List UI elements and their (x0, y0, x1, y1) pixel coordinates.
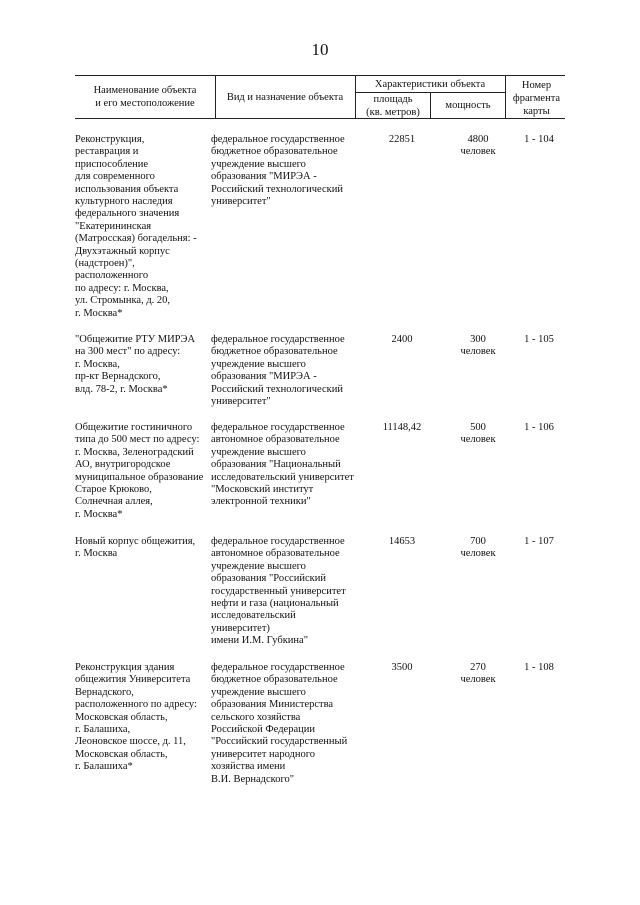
object-area: 22851 (388, 134, 416, 145)
object-name: Реконструкция здания общежития Университета Вернадского, расположенного по адресу: Московская область, г. Балашиха, Леоновское шоссе, д. 11, Московская область, г. Балашиха* (75, 662, 197, 773)
header-area: площадь (кв. метров) (366, 94, 420, 118)
object-name: "Общежитие РТУ МИРЭА на 300 мест" по адресу: г. Москва, пр-кт Вернадского, влд. 78-2, г. Москва* (75, 334, 196, 395)
object-capacity: 700 человек (460, 536, 496, 560)
map-fragment-number: 1 - 108 (524, 662, 554, 673)
object-capacity: 500 человек (460, 422, 496, 446)
header-capacity: мощность (445, 100, 491, 111)
header-bottom-line (75, 118, 565, 119)
object-kind: федеральное государственное автономное образовательное учреждение высшего образования "Российский государственный университет нефти и газа (национальный исследовательский университет) имени И.М. Губкина" (211, 536, 346, 647)
header-name: Наименование объекта и его местоположение (93, 85, 197, 109)
object-capacity: 270 человек (460, 662, 496, 686)
header-top-line (75, 75, 565, 76)
header-separator (430, 92, 431, 118)
object-name: Реконструкция, реставрация и приспособление для современного использования объекта культурного наследия федерального значения "Екатерининская (Матросская) богадельня: - Двухэтажный корпус (надстроен)", расположенного по адресу: г. Москва, ул. Стромынка, д. 20, г. Москва* (75, 134, 197, 319)
object-area: 14653 (388, 536, 416, 547)
object-name: Общежитие гостиничного типа до 500 мест по адресу: г. Москва, Зеленоградский АО, внутригородское муниципальное образование Старое Крюково, Солнечная аллея, г. Москва* (75, 422, 204, 520)
header-map-fragment: Номер фрагмента карты (512, 80, 561, 117)
object-name: Новый корпус общежития, г. Москва (75, 536, 196, 560)
header-kind: Вид и назначение объекта (226, 92, 344, 103)
object-kind: федеральное государственное бюджетное образовательное учреждение высшего образования "МИРЭА - Российский технологический университет" (211, 134, 345, 208)
header-characteristics: Характеристики объекта (374, 79, 486, 90)
header-separator (505, 75, 506, 118)
object-capacity: 4800 человек (460, 134, 496, 158)
map-fragment-number: 1 - 107 (524, 536, 554, 547)
object-area: 2400 (391, 334, 413, 345)
object-kind: федеральное государственное бюджетное образовательное учреждение высшего образования "МИРЭА - Российский технологический университет" (211, 334, 345, 408)
page-number: 10 (311, 40, 329, 59)
object-area: 3500 (391, 662, 413, 673)
header-separator (215, 75, 216, 118)
object-capacity: 300 человек (460, 334, 496, 358)
object-kind: федеральное государственное автономное образовательное учреждение высшего образования "Национальный исследовательский университет "Московский институт электронной техники" (211, 422, 354, 508)
object-area: 11148,42 (382, 422, 422, 433)
header-separator (355, 75, 356, 118)
map-fragment-number: 1 - 105 (524, 334, 554, 345)
map-fragment-number: 1 - 106 (524, 422, 554, 433)
map-fragment-number: 1 - 104 (524, 134, 554, 145)
object-kind: федеральное государственное бюджетное образовательное учреждение высшего образования Министерства сельского хозяйства Российской Федерации "Российский государственный университет народного хозяйства имени В.И. Вернадского" (211, 662, 348, 785)
